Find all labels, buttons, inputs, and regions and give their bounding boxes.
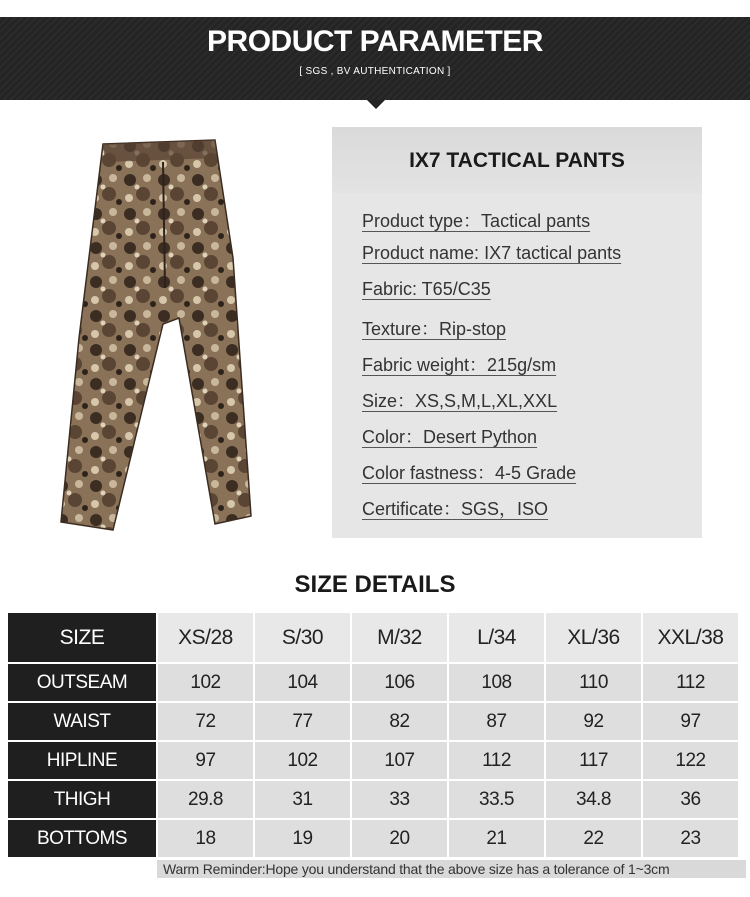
table-cell: 106 xyxy=(351,663,448,702)
param-product-name: Product name: IX7 tactical pants xyxy=(362,243,622,263)
size-tolerance-note: Warm Reminder:Hope you understand that the above size has a tolerance of 1~3cm xyxy=(157,860,746,878)
table-cell: 20 xyxy=(351,819,448,858)
param-fabric: Fabric: T65/C35 xyxy=(362,279,491,299)
banner-pointer xyxy=(367,100,385,109)
header-cell: XXL/38 xyxy=(642,612,739,663)
table-cell: 87 xyxy=(448,702,545,741)
table-cell: 18 xyxy=(157,819,254,858)
table-cell: 31 xyxy=(254,780,351,819)
header-cell: M/32 xyxy=(351,612,448,663)
table-cell: 21 xyxy=(448,819,545,858)
table-cell: 92 xyxy=(545,702,642,741)
parameter-panel-header xyxy=(332,127,702,193)
table-cell: 34.8 xyxy=(545,780,642,819)
table-cell: 107 xyxy=(351,741,448,780)
table-cell: 97 xyxy=(642,702,739,741)
param-product-type: Product type：Tactical pants xyxy=(362,211,591,231)
size-table xyxy=(6,611,740,859)
table-cell: 102 xyxy=(254,741,351,780)
param-texture: Texture：Rip-stop xyxy=(362,319,507,339)
param-fabric-weight: Fabric weight：215g/sm xyxy=(362,355,557,375)
header-cell: XL/36 xyxy=(545,612,642,663)
table-cell: 122 xyxy=(642,741,739,780)
param-size: Size：XS,S,M,L,XL,XXL xyxy=(362,391,558,411)
table-cell: 19 xyxy=(254,819,351,858)
row-label: HIPLINE xyxy=(7,741,157,780)
page-subtitle: [ SGS , BV AUTHENTICATION ] xyxy=(299,66,451,77)
param-color: Color：Desert Python xyxy=(362,427,538,447)
header-cell: S/30 xyxy=(254,612,351,663)
table-row xyxy=(7,741,739,780)
table-row xyxy=(7,819,739,858)
table-cell: 23 xyxy=(642,819,739,858)
header-cell: L/34 xyxy=(448,612,545,663)
table-cell: 72 xyxy=(157,702,254,741)
table-cell: 22 xyxy=(545,819,642,858)
table-cell: 102 xyxy=(157,663,254,702)
header-banner xyxy=(0,17,750,100)
table-cell: 112 xyxy=(448,741,545,780)
table-cell: 29.8 xyxy=(157,780,254,819)
table-cell: 110 xyxy=(545,663,642,702)
table-cell: 33.5 xyxy=(448,780,545,819)
product-title: IX7 TACTICAL PANTS xyxy=(409,149,625,172)
param-certificate: Certificate：SGS，ISO xyxy=(362,499,549,519)
size-details-title: SIZE DETAILS xyxy=(294,571,456,598)
table-cell: 97 xyxy=(157,741,254,780)
size-table-header xyxy=(7,612,739,663)
parameter-panel xyxy=(332,127,702,538)
product-image xyxy=(55,138,265,538)
table-cell: 117 xyxy=(545,741,642,780)
row-label: OUTSEAM xyxy=(7,663,157,702)
row-label: WAIST xyxy=(7,702,157,741)
header-cell: SIZE xyxy=(7,612,157,663)
table-cell: 77 xyxy=(254,702,351,741)
row-label: BOTTOMS xyxy=(7,819,157,858)
page-title: PRODUCT PARAMETER xyxy=(207,25,543,58)
table-row xyxy=(7,780,739,819)
table-cell: 36 xyxy=(642,780,739,819)
table-cell: 33 xyxy=(351,780,448,819)
table-cell: 108 xyxy=(448,663,545,702)
param-color-fastness: Color fastness：4-5 Grade xyxy=(362,463,577,483)
header-cell: XS/28 xyxy=(157,612,254,663)
table-row xyxy=(7,702,739,741)
table-row xyxy=(7,663,739,702)
table-cell: 104 xyxy=(254,663,351,702)
table-cell: 112 xyxy=(642,663,739,702)
parameter-list xyxy=(362,207,621,531)
row-label: THIGH xyxy=(7,780,157,819)
table-cell: 82 xyxy=(351,702,448,741)
